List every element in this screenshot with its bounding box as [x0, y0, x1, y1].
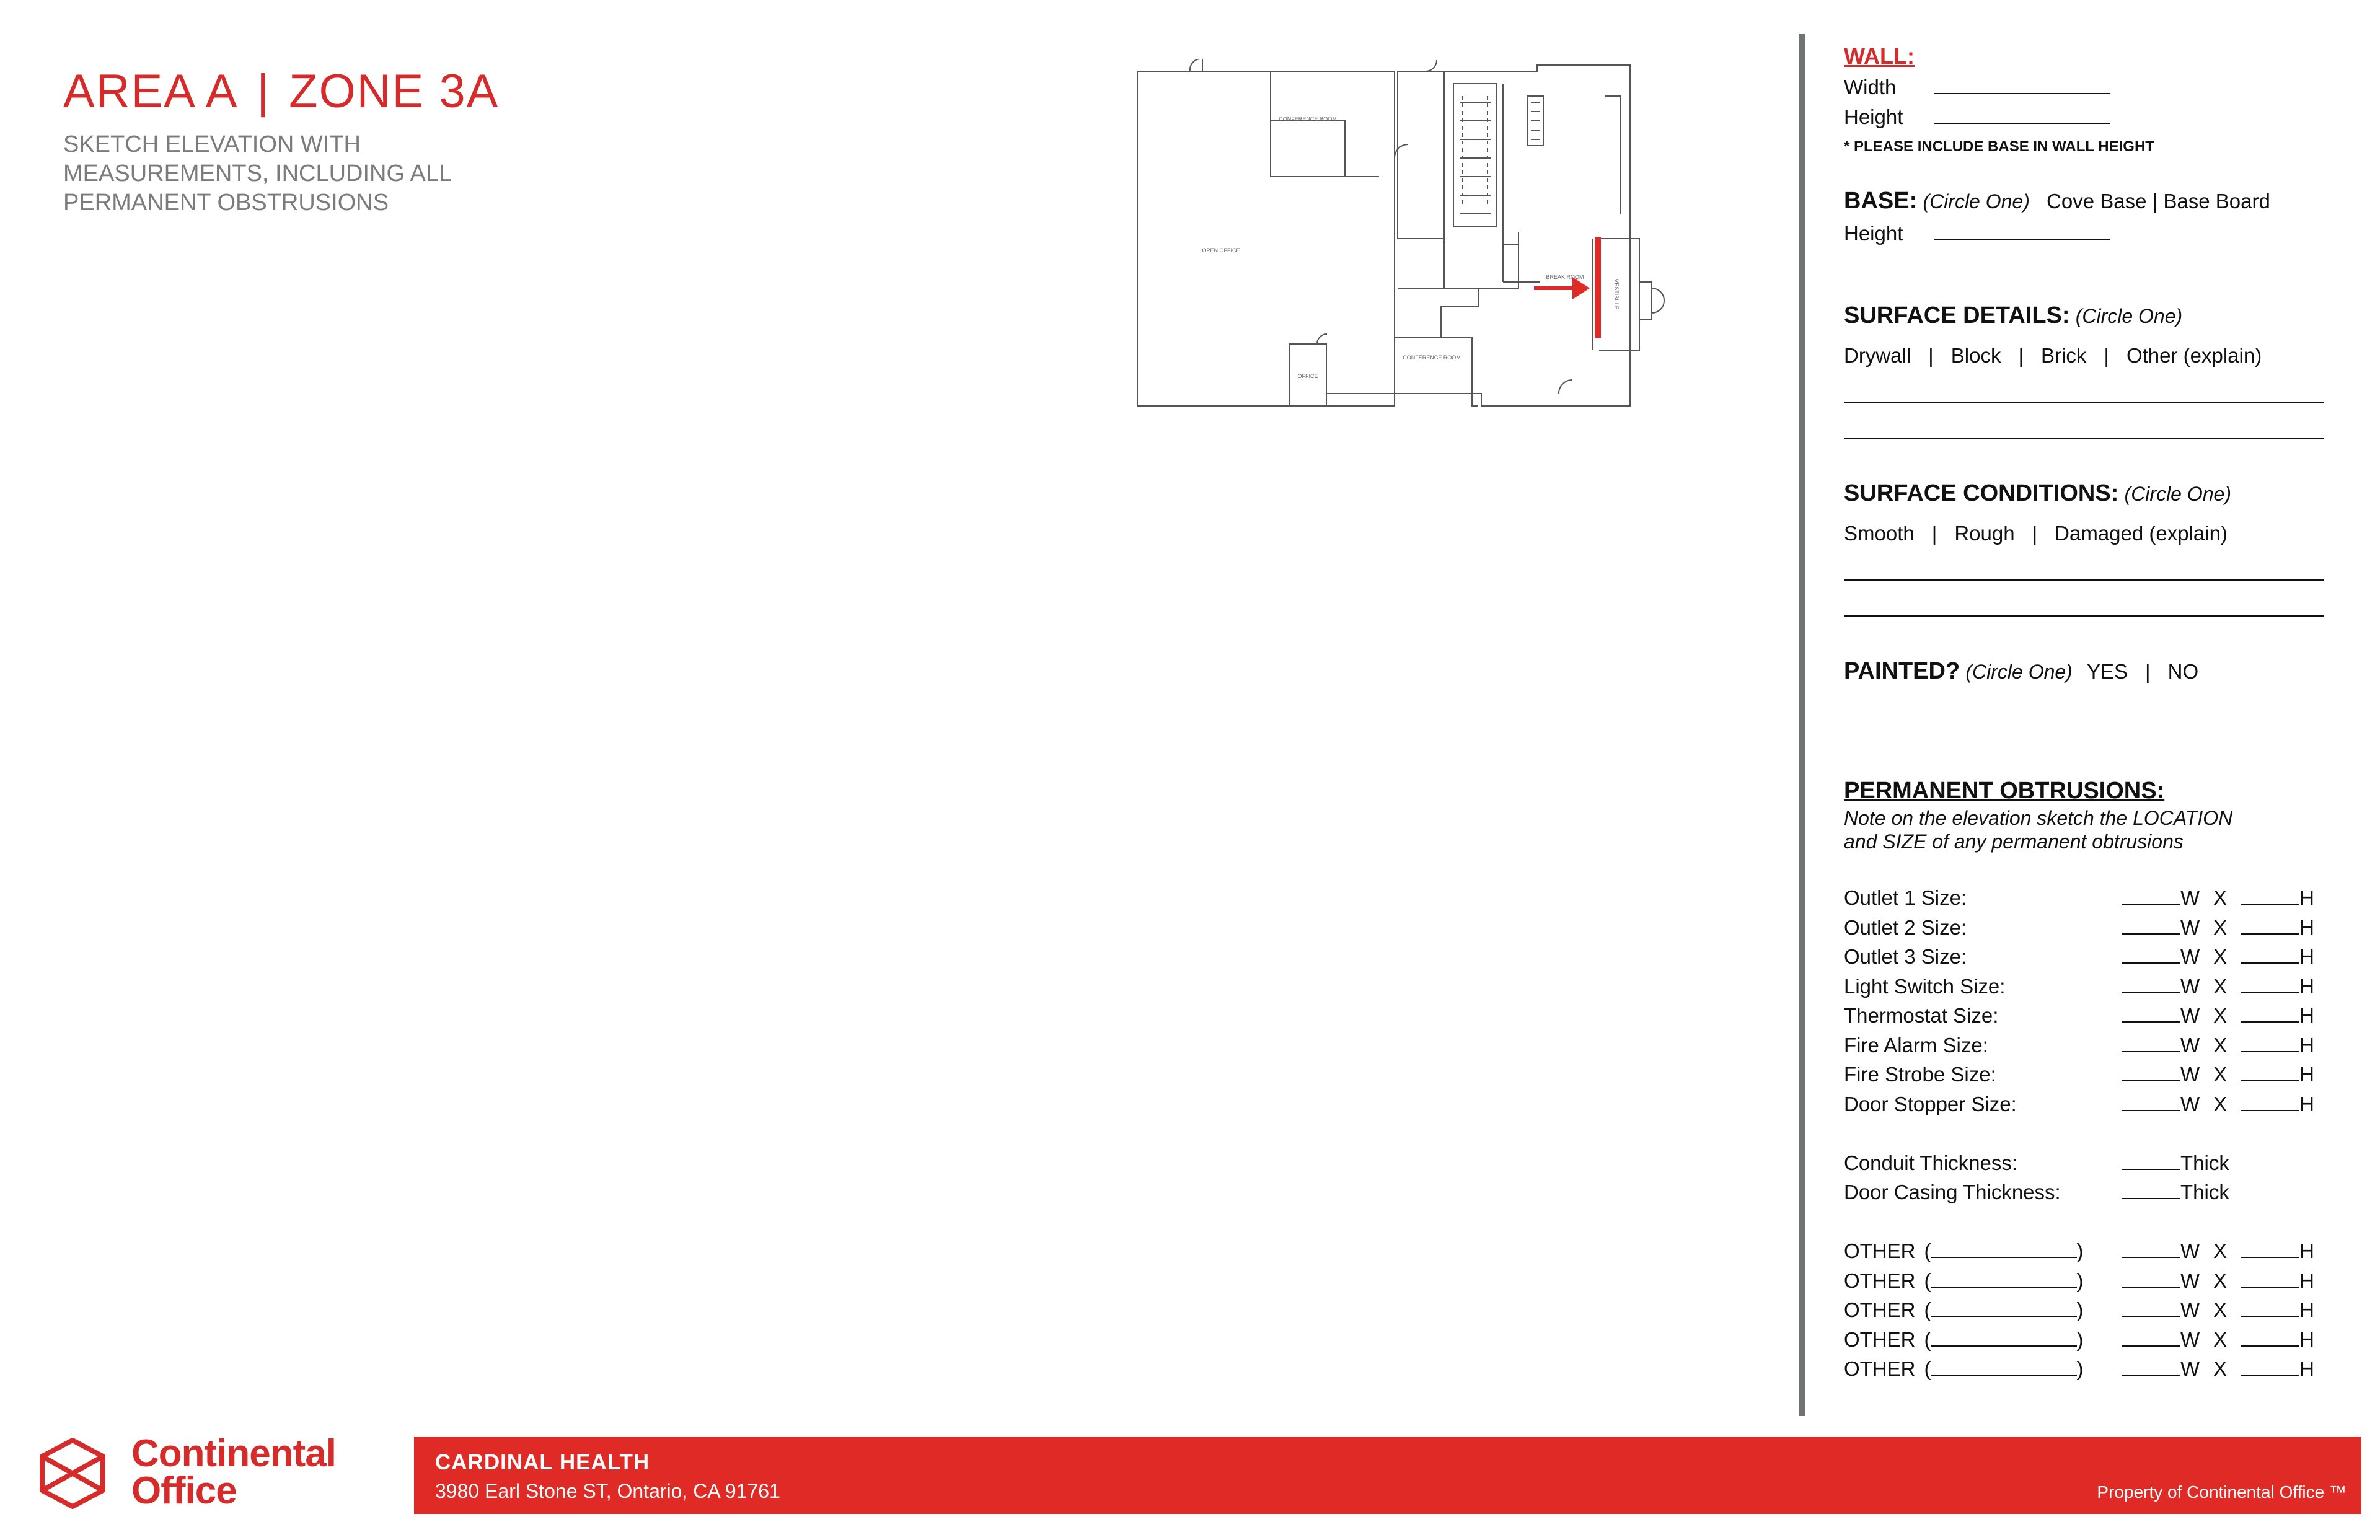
width-field[interactable]	[2122, 1051, 2180, 1052]
wall-width-label: Width	[1844, 76, 1897, 99]
base-height-field[interactable]	[1934, 239, 2110, 240]
obstrusion-label: Light Switch Size:	[1844, 974, 2006, 998]
other-label: OTHER	[1844, 1327, 1916, 1351]
option-separator: |	[1931, 522, 1937, 545]
highlighted-wall	[1595, 237, 1601, 338]
base-height-row	[1844, 222, 2110, 245]
times-sign: X	[2213, 886, 2228, 909]
option-smooth[interactable]: Smooth	[1844, 522, 1915, 545]
times-sign: X	[2213, 945, 2228, 968]
width-field[interactable]	[2122, 1110, 2180, 1111]
thickness-fields	[2122, 1151, 2229, 1175]
paren-open: (	[1924, 1327, 1931, 1351]
other-row	[1844, 1269, 2324, 1294]
area-label: AREA A	[63, 65, 239, 118]
other-label-group	[1844, 1357, 2084, 1381]
base-row	[1844, 188, 2270, 214]
brand-line-1: Continental	[131, 1432, 336, 1475]
width-unit: W	[2180, 974, 2200, 998]
painted-yes[interactable]: YES	[2087, 660, 2128, 683]
continental-office-logo-icon	[38, 1438, 107, 1509]
other-label: OTHER	[1844, 1357, 1916, 1380]
obstrusion-label: Outlet 2 Size:	[1844, 915, 1967, 939]
option-separator: |	[1928, 344, 1934, 367]
width-unit: W	[2180, 1004, 2200, 1027]
open-office-label: OPEN OFFICE	[1202, 247, 1240, 253]
thickness-unit: Thick	[2180, 1151, 2229, 1174]
vestibule-label: VESTIBULE	[1613, 279, 1620, 310]
surface-conditions-line-2[interactable]	[1844, 615, 2324, 617]
size-fields	[2122, 1357, 2314, 1381]
size-fields	[2122, 1298, 2314, 1322]
times-sign: X	[2213, 1004, 2228, 1027]
option-block[interactable]: Block	[1950, 344, 2001, 367]
brand-line-2: Office	[131, 1469, 237, 1512]
size-fields	[2122, 1239, 2314, 1263]
page-title	[63, 64, 499, 118]
width-field[interactable]	[2122, 992, 2180, 993]
width-unit: W	[2180, 1357, 2200, 1380]
height-unit: H	[2299, 886, 2315, 909]
thickness-fields	[2122, 1181, 2229, 1204]
obstrusion-label: Outlet 3 Size:	[1844, 945, 1967, 968]
width-unit: W	[2180, 1327, 2200, 1351]
times-sign: X	[2213, 1357, 2228, 1380]
size-fields	[2122, 1034, 2314, 1057]
obstrusion-row	[1844, 1063, 2324, 1088]
obstrusion-row	[1844, 945, 2324, 970]
obstrusion-row	[1844, 886, 2324, 911]
thickness-field[interactable]	[2122, 1169, 2180, 1170]
thickness-field[interactable]	[2122, 1198, 2180, 1199]
conference-room-2	[1395, 338, 1472, 394]
surface-conditions-row	[1844, 480, 2231, 507]
times-sign: X	[2213, 1269, 2228, 1292]
base-heading: BASE:	[1844, 188, 1918, 214]
paren-close: )	[2076, 1357, 2084, 1380]
height-unit: H	[2299, 1269, 2315, 1292]
surface-details-line-1[interactable]	[1844, 402, 2324, 403]
obstrusion-label: Thermostat Size:	[1844, 1004, 1999, 1027]
width-field[interactable]	[2122, 1345, 2180, 1347]
size-fields	[2122, 975, 2314, 998]
size-fields	[2122, 1093, 2314, 1116]
obstrusions-note-1: Note on the elevation sketch the LOCATION	[1844, 807, 2233, 829]
width-unit: W	[2180, 1269, 2200, 1292]
wall-width-field[interactable]	[1934, 93, 2110, 94]
option-damaged[interactable]: Damaged (explain)	[2055, 522, 2228, 545]
client-name: CARDINAL HEALTH	[435, 1450, 650, 1474]
obstrusion-row	[1844, 975, 2324, 1000]
size-fields	[2122, 1004, 2314, 1027]
obstrusion-row	[1844, 1034, 2324, 1058]
wall-height-row	[1844, 105, 2110, 129]
times-sign: X	[2213, 1033, 2228, 1057]
obstrusions-heading: PERMANENT OBTRUSIONS:	[1844, 778, 2165, 804]
width-field[interactable]	[2122, 962, 2180, 964]
paren-open: (	[1924, 1239, 1931, 1262]
break-room-label: BREAK ROOM	[1546, 274, 1584, 280]
thickness-label: Conduit Thickness:	[1844, 1151, 2018, 1174]
obstrusion-row	[1844, 1004, 2324, 1029]
times-sign: X	[2213, 974, 2228, 998]
size-fields	[2122, 1269, 2314, 1293]
width-unit: W	[2180, 1298, 2200, 1321]
height-unit: H	[2299, 945, 2315, 968]
surface-details-circle: (Circle One)	[2075, 305, 2183, 327]
option-separator: |	[2018, 344, 2024, 367]
obstrusion-label: Door Stopper Size:	[1844, 1092, 2017, 1115]
height-field[interactable]	[2241, 1021, 2299, 1023]
painted-no[interactable]: NO	[2167, 660, 2199, 683]
height-field[interactable]	[2241, 933, 2299, 935]
width-field[interactable]	[2122, 1080, 2180, 1081]
height-field[interactable]	[2241, 1051, 2299, 1052]
option-separator: |	[2104, 344, 2109, 367]
surface-conditions-line-1[interactable]	[1844, 579, 2324, 581]
width-unit: W	[2180, 1063, 2200, 1086]
width-unit: W	[2180, 915, 2200, 939]
height-field[interactable]	[2241, 1080, 2299, 1081]
height-field[interactable]	[2241, 1257, 2299, 1258]
other-description-field[interactable]	[1931, 1345, 2077, 1347]
width-field[interactable]	[2122, 933, 2180, 935]
width-unit: W	[2180, 1092, 2200, 1115]
base-circle-instruction: (Circle One)	[1923, 190, 2030, 213]
office-label: OFFICE	[1297, 373, 1318, 379]
painted-separator: |	[2145, 660, 2151, 683]
size-fields	[2122, 1063, 2314, 1086]
surface-conditions-circle: (Circle One)	[2124, 483, 2231, 505]
other-row	[1844, 1239, 2324, 1264]
conference-room-1-label: CONFERENCE ROOM	[1279, 116, 1337, 122]
height-unit: H	[2299, 1239, 2315, 1262]
other-label: OTHER	[1844, 1298, 1916, 1321]
wall-width-row	[1844, 76, 2110, 99]
option-drywall[interactable]: Drywall	[1844, 344, 1911, 367]
height-field[interactable]	[2241, 904, 2299, 905]
painted-heading: PAINTED?	[1844, 658, 1960, 684]
paren-open: (	[1924, 1298, 1931, 1321]
surface-conditions-heading: SURFACE CONDITIONS:	[1844, 480, 2119, 506]
obstrusion-label: Fire Alarm Size:	[1844, 1033, 1988, 1057]
open-office-area	[1137, 71, 1395, 406]
width-unit: W	[2180, 1033, 2200, 1057]
height-field[interactable]	[2241, 1375, 2299, 1376]
height-field[interactable]	[2241, 992, 2299, 993]
thickness-label: Door Casing Thickness:	[1844, 1181, 2061, 1203]
surface-details-line-2[interactable]	[1844, 438, 2324, 439]
floor-plan	[1131, 59, 1683, 418]
times-sign: X	[2213, 1092, 2228, 1115]
other-row	[1844, 1328, 2324, 1353]
height-field[interactable]	[2241, 1287, 2299, 1288]
height-field[interactable]	[2241, 1345, 2299, 1347]
title-separator: |	[257, 65, 271, 118]
base-separator: |	[2152, 190, 2158, 213]
zone-label: ZONE 3A	[289, 65, 500, 118]
paren-open: (	[1924, 1357, 1931, 1380]
width-field[interactable]	[2122, 1287, 2180, 1288]
height-field[interactable]	[2241, 1316, 2299, 1317]
page-subtitle: SKETCH ELEVATION WITH MEASUREMENTS, INCLUDING ALL PERMANENT OBSTRUSIONS	[63, 131, 451, 216]
surface-details-options	[1844, 344, 2262, 367]
surface-conditions-options	[1844, 522, 2228, 545]
footer-bar	[414, 1437, 2361, 1514]
obstrusions-note-2: and SIZE of any permanent obtrusions	[1844, 830, 2184, 853]
width-field[interactable]	[2122, 1316, 2180, 1317]
obstrusion-row	[1844, 1093, 2324, 1117]
height-unit: H	[2299, 915, 2315, 939]
other-label-group	[1844, 1328, 2084, 1352]
arrow-icon	[1534, 277, 1590, 299]
option-rough[interactable]: Rough	[1954, 522, 2015, 545]
times-sign: X	[2213, 1327, 2228, 1351]
obstrusion-row	[1844, 916, 2324, 941]
width-field[interactable]	[2122, 1257, 2180, 1258]
paren-open: (	[1924, 1269, 1931, 1292]
base-height-label: Height	[1844, 222, 1903, 245]
thickness-row	[1844, 1181, 2324, 1205]
other-label-group	[1844, 1239, 2084, 1263]
other-label: OTHER	[1844, 1239, 1916, 1262]
other-description-field[interactable]	[1931, 1257, 2077, 1258]
surface-details-row	[1844, 302, 2182, 329]
other-label-group	[1844, 1269, 2084, 1293]
paren-close: )	[2076, 1298, 2084, 1321]
other-row	[1844, 1357, 2324, 1382]
size-fields	[2122, 916, 2314, 939]
width-field[interactable]	[2122, 904, 2180, 905]
size-fields	[2122, 1328, 2314, 1352]
times-sign: X	[2213, 915, 2228, 939]
option-brick[interactable]: Brick	[2041, 344, 2087, 367]
obstrusion-label: Fire Strobe Size:	[1844, 1063, 1996, 1086]
size-fields	[2122, 886, 2314, 910]
option-separator: |	[2032, 522, 2038, 545]
other-description-field[interactable]	[1931, 1287, 2077, 1288]
painted-circle: (Circle One)	[1965, 661, 2073, 683]
width-field[interactable]	[2122, 1375, 2180, 1376]
height-unit: H	[2299, 1357, 2315, 1380]
height-unit: H	[2299, 1004, 2315, 1027]
brand-name	[131, 1432, 336, 1512]
height-unit: H	[2299, 1327, 2315, 1351]
obstrusion-label: Outlet 1 Size:	[1844, 886, 1967, 909]
height-field[interactable]	[2241, 962, 2299, 964]
height-unit: H	[2299, 974, 2315, 998]
times-sign: X	[2213, 1239, 2228, 1262]
painted-row	[1844, 658, 2198, 685]
client-address: 3980 Earl Stone ST, Ontario, CA 91761	[435, 1480, 780, 1502]
base-option-board[interactable]: Base Board	[2163, 190, 2270, 213]
base-option-cove[interactable]: Cove Base	[2047, 190, 2147, 213]
paren-close: )	[2076, 1239, 2084, 1262]
other-label: OTHER	[1844, 1269, 1916, 1292]
wall-height-label: Height	[1844, 105, 1903, 128]
width-unit: W	[2180, 886, 2200, 909]
wall-heading: WALL:	[1844, 43, 1915, 69]
thickness-row	[1844, 1151, 2324, 1176]
option-other[interactable]: Other (explain)	[2126, 344, 2262, 367]
other-row	[1844, 1298, 2324, 1323]
thickness-unit: Thick	[2180, 1181, 2229, 1203]
times-sign: X	[2213, 1063, 2228, 1086]
other-label-group	[1844, 1298, 2084, 1322]
other-description-field[interactable]	[1931, 1375, 2077, 1376]
width-unit: W	[2180, 945, 2200, 968]
paren-close: )	[2076, 1269, 2084, 1292]
height-unit: H	[2299, 1092, 2315, 1115]
height-unit: H	[2299, 1033, 2315, 1057]
height-unit: H	[2299, 1298, 2315, 1321]
conference-room-2-label: CONFERENCE ROOM	[1403, 354, 1461, 361]
paren-close: )	[2076, 1327, 2084, 1351]
height-field[interactable]	[2241, 1110, 2299, 1111]
other-description-field[interactable]	[1931, 1316, 2077, 1317]
width-unit: W	[2180, 1239, 2200, 1262]
height-unit: H	[2299, 1063, 2315, 1086]
width-field[interactable]	[2122, 1021, 2180, 1023]
vertical-divider	[1799, 34, 1805, 1416]
times-sign: X	[2213, 1298, 2228, 1321]
wall-height-field[interactable]	[1934, 123, 2110, 124]
property-notice: Property of Continental Office ™	[2097, 1482, 2347, 1502]
surface-details-heading: SURFACE DETAILS:	[1844, 302, 2070, 328]
size-fields	[2122, 945, 2314, 969]
wall-height-note: * PLEASE INCLUDE BASE IN WALL HEIGHT	[1844, 138, 2154, 155]
